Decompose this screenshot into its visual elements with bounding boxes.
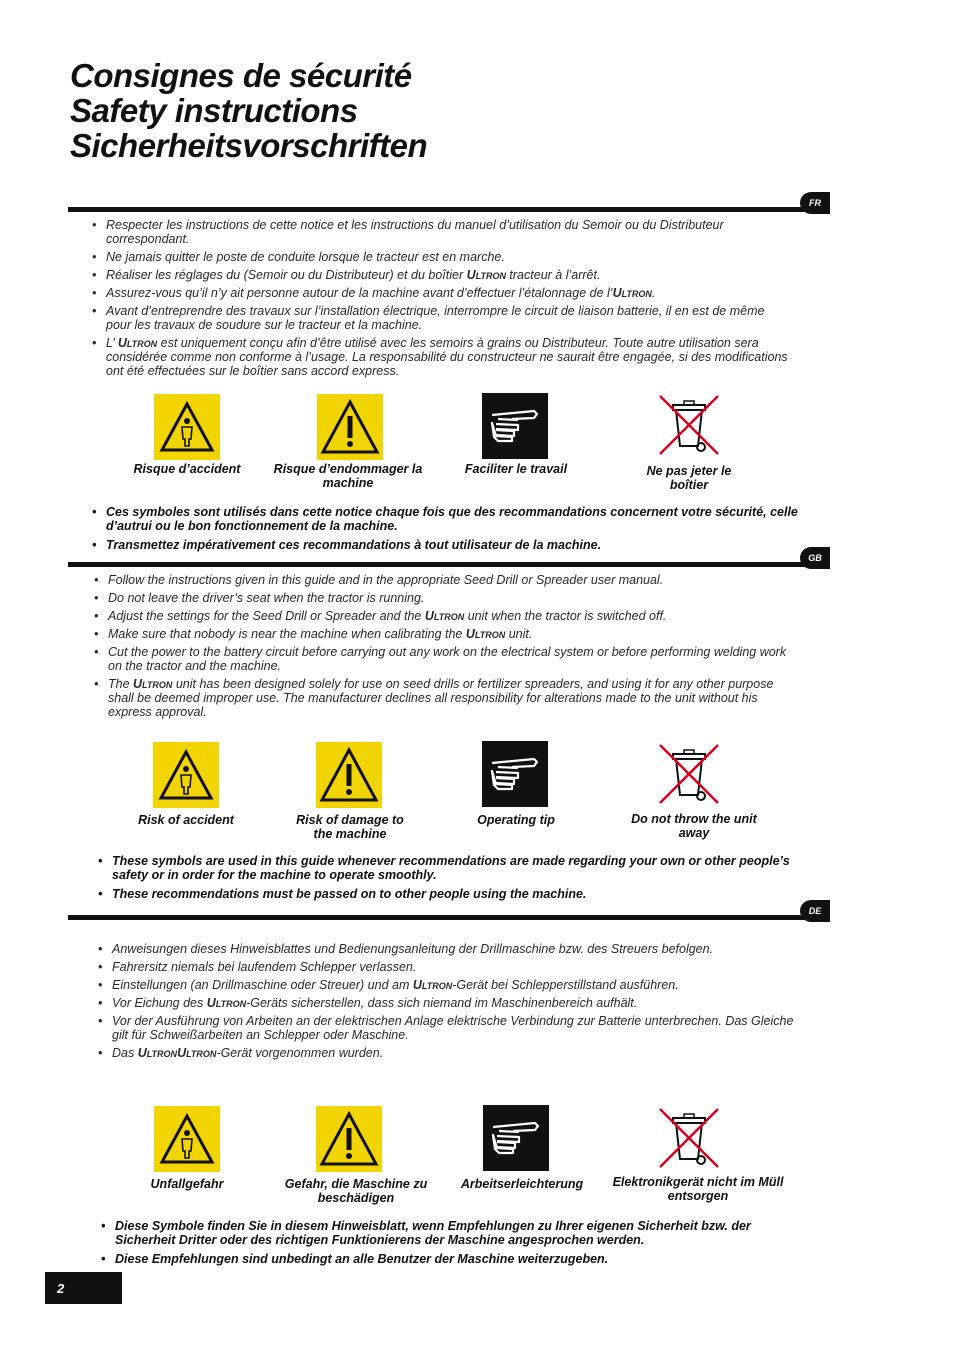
section-rule-fr — [68, 207, 830, 212]
page-title — [70, 58, 427, 163]
warning-exclamation-icon — [316, 1106, 382, 1172]
lang-tag-de: DE — [800, 900, 830, 922]
note-list-de — [101, 1219, 813, 1271]
caption-damage-gb: Risk of damage to the machine — [296, 813, 404, 841]
list-item: • Assurez-vous qu’il n’y ait personne autour de la machine avant d’effectuer l’étalonnage de l’Ultron. — [92, 286, 792, 300]
instruction-list-fr — [92, 218, 792, 382]
product-name: Ultron — [137, 1046, 178, 1060]
warning-exclamation-icon — [317, 394, 383, 460]
list-item: • Follow the instructions given in this guide and in the appropriate Seed Drill or Spreader user manual. — [94, 573, 794, 587]
list-item: • Réaliser les réglages du (Semoir ou du Distributeur) et du boîtier Ultron tracteur à l’arrêt. — [92, 268, 792, 282]
list-item: • Do not leave the driver’s seat when the tractor is running. — [94, 591, 794, 605]
caption-bin-gb: Do not throw the unit away — [631, 812, 757, 840]
caption-accident-de: Unfallgefahr — [150, 1177, 224, 1191]
page-number: 2 — [45, 1272, 122, 1304]
list-item: • Cut the power to the battery circuit before carrying out any work on the electrical system or before performing welding work on the tractor and the machine. — [94, 645, 794, 673]
list-item: • The Ultron unit has been designed solely for use on seed drills or fertilizer spreaders, and using it for any other purpose shall be deemed improper use. The manufacturer declines all responsibility for alterations made to the unit without his express approval. — [94, 677, 794, 719]
caption-tip-de: Arbeitserleichterung — [460, 1177, 584, 1191]
caption-accident-gb: Risk of accident — [138, 813, 234, 827]
caption-damage-fr: Risque d’endommager la machine — [273, 462, 423, 490]
person-hazard-icon — [153, 742, 219, 808]
person-hazard-icon — [154, 394, 220, 460]
title-fr: Consignes de sécurité — [70, 57, 412, 94]
list-item: • Einstellungen (an Drillmaschine oder Streuer) und am Ultron-Gerät bei Schlepperstillstand ausführen. — [98, 978, 798, 992]
title-de: Sicherheitsvorschriften — [70, 127, 428, 164]
pointing-hand-icon — [482, 393, 548, 459]
pointing-hand-icon — [482, 741, 548, 807]
caption-bin-de: Elektronikgerät nicht im Müll entsorgen — [612, 1175, 784, 1203]
caption-tip-fr: Faciliter le travail — [464, 462, 568, 476]
list-item: • Vor Eichung des Ultron-Geräts sicherstellen, dass sich niemand im Maschinenbereich aufhält. — [98, 996, 798, 1010]
list-item: • Diese Empfehlungen sind unbedingt an alle Benutzer der Maschine weiterzugeben. — [101, 1252, 813, 1266]
caption-tip-gb: Operating tip — [477, 813, 555, 827]
list-item: • Avant d’entreprendre des travaux sur l’installation électrique, interrompre le circuit de liaison batterie, il en est de même pour les travaux de soudure sur le tracteur et la machine. — [92, 304, 792, 332]
section-rule-de — [68, 915, 830, 920]
list-item: • Ces symboles sont utilisés dans cette notice chaque fois que des recommandations concernent votre sécurité, celle d’autrui ou le bon fonctionnement de la machine. — [92, 505, 798, 533]
lang-tag-fr: FR — [800, 192, 830, 214]
instruction-list-gb — [94, 573, 794, 723]
lang-tag-gb: GB — [800, 547, 830, 569]
list-item: • Adjust the settings for the Seed Drill or Spreader and the Ultron unit when the tractor is switched off. — [94, 609, 794, 623]
list-item: • Anweisungen dieses Hinweisblattes und Bedienungsanleitung der Drillmaschine bzw. des Streuers befolgen. — [98, 942, 798, 956]
note-list-fr — [92, 505, 798, 557]
list-item: • Diese Symbole finden Sie in diesem Hinweisblatt, wenn Empfehlungen zu Ihrer eigenen Sicherheit bzw. der Sicherheit Dritter oder des richtigen Funktionierens der Maschine angesprochen werden. — [101, 1219, 813, 1247]
list-item: • L’ Ultron est uniquement conçu afin d’être utilisé avec les semoirs à grains ou Distributeur. Toute autre utilisation sera considérée comme non conforme à l’usage. La responsabilité du constructeur ne saurait être engagée, si des modifications ont été effectuées sur le boîtier sans accord express. — [92, 336, 792, 378]
list-item: • Vor der Ausführung von Arbeiten an der elektrischen Anlage elektrische Verbindung zur Batterie unterbrechen. Das Gleiche gilt für Schweißarbeiten an Schlepper oder Maschine. — [98, 1014, 798, 1042]
crossed-bin-icon — [656, 392, 722, 458]
list-item: • Fahrersitz niemals bei laufendem Schlepper verlassen. — [98, 960, 798, 974]
note-list-gb — [98, 854, 814, 906]
title-gb: Safety instructions — [70, 92, 358, 129]
list-item: • These recommendations must be passed on to other people using the machine. — [98, 887, 814, 901]
pointing-hand-icon — [483, 1105, 549, 1171]
list-item: • Respecter les instructions de cette notice et les instructions du manuel d’utilisation du Semoir ou du Distributeur correspondant. — [92, 218, 792, 246]
list-item: • Make sure that nobody is near the machine when calibrating the Ultron unit. — [94, 627, 794, 641]
list-item: • Ne jamais quitter le poste de conduite lorsque le tracteur est en marche. — [92, 250, 792, 264]
list-item: • Das UltronUltron-Gerät vorgenommen wurden. — [98, 1046, 798, 1060]
crossed-bin-icon — [656, 741, 722, 807]
caption-bin-fr: Ne pas jeter le boîtier — [646, 464, 732, 492]
person-hazard-icon — [154, 1106, 220, 1172]
section-rule-gb — [68, 562, 830, 567]
caption-damage-de: Gefahr, die Maschine zu beschädigen — [284, 1177, 428, 1205]
warning-exclamation-icon — [316, 742, 382, 808]
list-item: • These symbols are used in this guide whenever recommendations are made regarding your own or other people’s safety or in order for the machine to operate smoothly. — [98, 854, 814, 882]
crossed-bin-icon — [656, 1105, 722, 1171]
caption-accident-fr: Risque d’accident — [133, 462, 241, 476]
instruction-list-de — [98, 942, 798, 1064]
list-item: • Transmettez impérativement ces recommandations à tout utilisateur de la machine. — [92, 538, 798, 552]
